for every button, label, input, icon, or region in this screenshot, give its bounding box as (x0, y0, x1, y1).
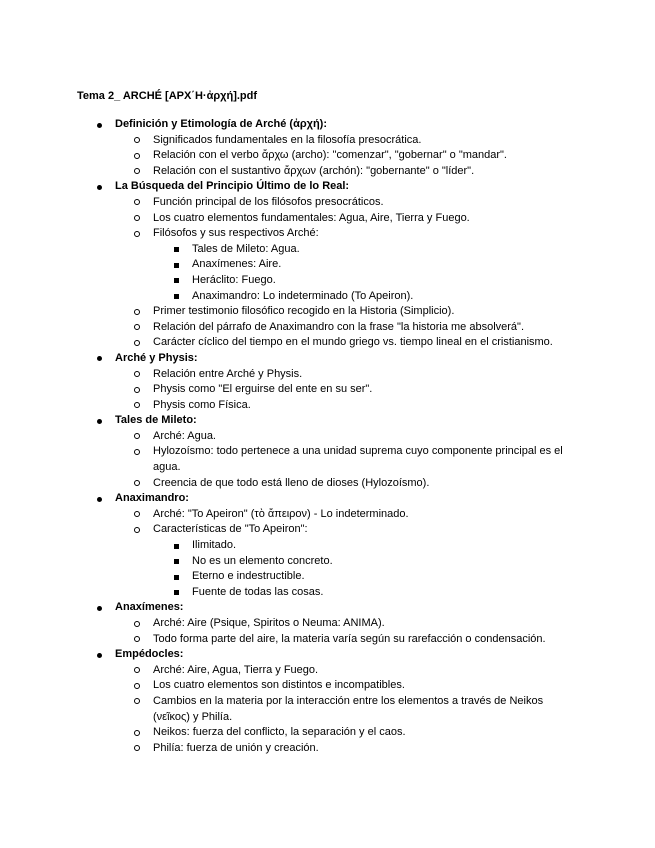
list-item (0, 304, 578, 320)
sub-list-item: Fuente de todas las cosas. (0, 585, 578, 601)
list-item-text: Physis como Física. (153, 398, 251, 411)
list-item (0, 164, 578, 180)
list-item-text: Todo forma parte del aire, la materia varía según su rarefacción o condensación. (153, 632, 546, 645)
list-item (0, 226, 578, 304)
list-item (0, 429, 578, 445)
section-heading: Anaximandro: (115, 492, 189, 505)
list-item (0, 476, 578, 492)
list-item (0, 195, 578, 211)
list-item-text: Filósofos y sus respectivos Arché: (153, 227, 319, 240)
section-heading: Anaxímenes: (115, 601, 184, 614)
list-item (0, 741, 578, 757)
section-item (0, 351, 655, 413)
section-heading: La Búsqueda del Principio Último de lo Real: (115, 180, 350, 193)
list-item-text: Carácter cíclico del tiempo en el mundo griego vs. tiempo lineal en el cristianismo. (153, 336, 553, 349)
list-item-text: Primer testimonio filosófico recogido en la Historia (Simplicio). (153, 305, 455, 318)
list-item (0, 444, 578, 475)
list-item-text: Relación del párrafo de Anaximandro con la frase "la historia me absolverá". (153, 320, 525, 333)
section-items (0, 507, 655, 601)
section-item (0, 647, 655, 756)
list-item (0, 725, 578, 741)
section-items (0, 429, 655, 491)
list-item-text: Neikos: fuerza del conflicto, la separación y el caos. (153, 726, 406, 739)
list-item (0, 678, 578, 694)
sub-item-list (0, 538, 578, 600)
list-item-text: Cambios en la materia por la interacción entre los elementos a través de Neikos (νεῖκος) y Philía. (153, 694, 544, 723)
document-title: Tema 2_ ARCHÉ [ΑΡΧ΄Η·ἀρχή].pdf (77, 90, 258, 102)
list-item-text: Philía: fuerza de unión y creación. (153, 741, 319, 754)
list-item-text: Relación entre Arché y Physis. (153, 367, 303, 380)
list-item (0, 663, 578, 679)
section-items (0, 133, 655, 180)
section-heading: Arché y Physis: (115, 351, 198, 364)
list-item (0, 507, 578, 523)
list-item-text: Los cuatro elementos son distintos e incompatibles. (153, 679, 405, 692)
list-item (0, 211, 578, 227)
section-items (0, 195, 655, 351)
section-list (0, 117, 655, 756)
list-item (0, 133, 578, 149)
list-item (0, 382, 578, 398)
sub-list-item: No es un elemento concreto. (0, 554, 578, 570)
section-item (0, 491, 655, 600)
section-items (0, 663, 655, 757)
list-item (0, 320, 578, 336)
list-item (0, 694, 578, 725)
sub-list-item: Anaximandro: Lo indeterminado (To Apeiron). (0, 289, 578, 305)
list-item (0, 616, 578, 632)
list-item (0, 522, 578, 600)
list-item (0, 398, 578, 414)
section-heading: Tales de Mileto: (115, 414, 197, 427)
list-item-text: Creencia de que todo está lleno de dioses (Hylozoísmo). (153, 476, 430, 489)
outline (0, 117, 655, 756)
section-heading: Empédocles: (115, 648, 184, 661)
list-item-text: Arché: Aire (Psique, Spiritos o Neuma: ANIMA). (153, 617, 385, 629)
sub-list-item: Ilimitado. (0, 538, 578, 554)
section-item (0, 600, 655, 647)
list-item-text: Physis como "El erguirse del ente en su ser". (153, 383, 373, 396)
list-item-text: Significados fundamentales en la filosofía presocrática. (153, 133, 422, 146)
list-item-text: Función principal de los filósofos presocráticos. (153, 195, 384, 208)
section-heading: Definición y Etimología de Arché (ἀρχή): (115, 118, 328, 130)
list-item-text: Relación con el verbo ἄρχω (archo): "comenzar", "gobernar" o "mandar". (153, 149, 507, 162)
sub-list-item: Eterno e indestructible. (0, 569, 578, 585)
list-item-text: Arché: Agua. (153, 429, 216, 442)
sub-item-list (0, 242, 578, 304)
list-item-text: Características de "To Apeiron": (153, 523, 308, 536)
list-item-text: Hylozoísmo: todo pertenece a una unidad suprema cuyo componente principal es el agua. (153, 445, 563, 474)
section-item (0, 179, 655, 351)
list-item (0, 367, 578, 383)
list-item-text: Arché: "To Apeiron" (τὸ ἄπειρον) - Lo indeterminado. (153, 507, 409, 520)
list-item-text: Los cuatro elementos fundamentales: Agua, Aire, Tierra y Fuego. (153, 211, 470, 224)
list-item (0, 632, 578, 648)
section-item (0, 117, 655, 179)
sub-list-item: Heráclito: Fuego. (0, 273, 578, 289)
list-item-text: Relación con el sustantivo ἄρχων (archón): "gobernante" o "líder". (153, 164, 475, 177)
section-items (0, 616, 655, 647)
section-item (0, 413, 655, 491)
section-items (0, 367, 655, 414)
sub-list-item: Tales de Mileto: Agua. (0, 242, 578, 258)
list-item (0, 148, 578, 164)
sub-list-item: Anaxímenes: Aire. (0, 257, 578, 273)
list-item-text: Arché: Aire, Agua, Tierra y Fuego. (153, 663, 319, 676)
list-item (0, 335, 578, 351)
